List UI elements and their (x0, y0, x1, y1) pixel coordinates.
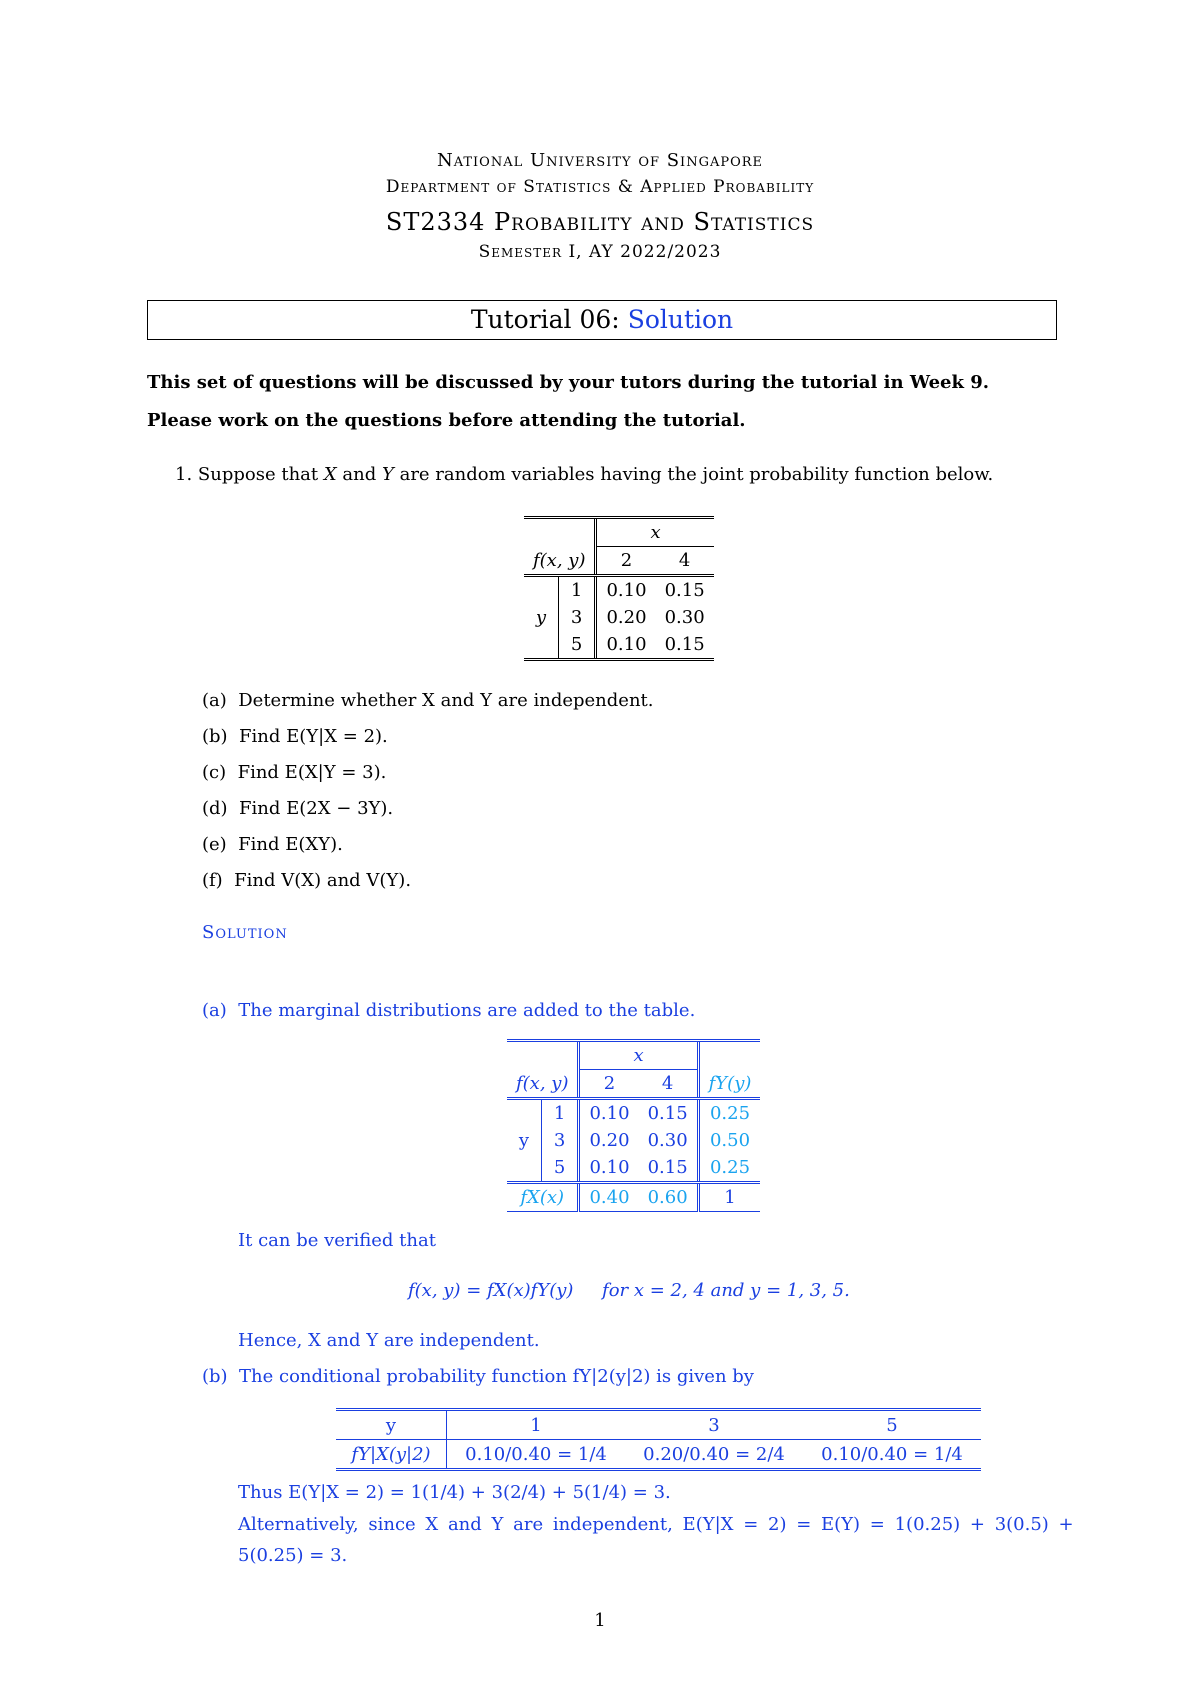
thus-text: Thus E(Y|X = 2) = 1(1/4) + 3(2/4) + 5(1/4) = 3. (238, 1482, 671, 1503)
intro-line-2: Please work on the questions before attending the tutorial. (147, 410, 746, 431)
solution-b: (b) The conditional probability function fY|2(y|2) is given by (202, 1366, 754, 1387)
marginal-y-cell: 0.25 (698, 1099, 760, 1128)
row-header: 3 (541, 1127, 579, 1154)
row-var-label: y (524, 576, 558, 660)
col-header: 2 (596, 547, 656, 576)
table-cell: 0.10/0.40 = 1/4 (803, 1440, 981, 1470)
part-e: (e) Find E(XY). (202, 834, 343, 855)
col-header: 3 (625, 1410, 803, 1440)
marginal-x-cell: 0.60 (639, 1183, 699, 1212)
table-cell: 0.10 (579, 1154, 639, 1183)
table-corner: f(x, y) (524, 547, 596, 576)
part-d: (d) Find E(2X − 3Y). (202, 798, 394, 819)
marginal-distribution-table (507, 1039, 760, 1212)
table-cell: 0.10 (596, 576, 656, 605)
question-text: Suppose that X and Y are random variables having the joint probability function below. (197, 464, 994, 485)
table-cell: 0.10 (579, 1099, 639, 1128)
part-f: (f) Find V(X) and V(Y). (202, 870, 412, 891)
course-title: ST2334 Probability and Statistics (385, 208, 815, 236)
table-cell: 0.15 (664, 580, 705, 601)
marginal-y-cell: 0.50 (698, 1127, 760, 1154)
verify-text: It can be verified that (238, 1230, 436, 1251)
col-header: 4 (639, 1070, 699, 1099)
row-var-label: y (507, 1099, 541, 1183)
department-name: Department of Statistics & Applied Probability (385, 177, 815, 197)
table-corner: f(x, y) (507, 1070, 579, 1099)
part-a: (a) Determine whether X and Y are independent. (202, 690, 654, 711)
table-cell: 0.10 (596, 631, 656, 660)
solution-heading: Solution (202, 922, 288, 943)
col-header: 4 (656, 547, 714, 576)
table-cell: 0.15 (656, 631, 714, 660)
table-cell: 0.30 (647, 1130, 688, 1151)
col-header: 5 (803, 1410, 981, 1440)
conditional-probability-table (336, 1408, 981, 1471)
part-c: (c) Find E(X|Y = 3). (202, 762, 387, 783)
row-header: fY|X(y|2) (336, 1440, 447, 1470)
table-cell: 0.20 (596, 604, 656, 631)
table-cell: 0.10/0.40 = 1/4 (447, 1440, 626, 1470)
question-1 (175, 464, 993, 485)
joint-probability-table (524, 516, 714, 661)
table-cell: 0.20/0.40 = 2/4 (625, 1440, 803, 1470)
marginal-y-header: fY(y) (698, 1070, 760, 1099)
row-header: 3 (558, 604, 596, 631)
university-name: National University of Singapore (436, 150, 764, 171)
intro-line-1: This set of questions will be discussed by your tutors during the tutorial in Week 9. (147, 372, 990, 393)
col-header: 2 (579, 1070, 639, 1099)
part-b: (b) Find E(Y|X = 2). (202, 726, 388, 747)
marginal-x-header: fX(x) (507, 1183, 579, 1212)
solution-a: (a) The marginal distributions are added to the table. (202, 1000, 696, 1021)
marginal-total: 1 (698, 1183, 760, 1212)
row-header: 1 (558, 576, 596, 605)
col-header: y (336, 1410, 447, 1440)
independence-equation: f(x, y) = fX(x)fY(y) for x = 2, 4 and y = 1, 3, 5. (408, 1280, 850, 1301)
col-var-label: x (579, 1041, 698, 1070)
table-cell: 0.15 (639, 1154, 699, 1183)
table-cell: 0.30 (664, 607, 705, 628)
row-header: 5 (558, 631, 596, 660)
table-cell: 0.20 (579, 1127, 639, 1154)
table-cell: 0.15 (647, 1103, 688, 1124)
alternative-line-2: 5(0.25) = 3. (238, 1545, 348, 1566)
tutorial-subtitle: Solution (627, 305, 734, 334)
alternative-line-1: Alternatively, since X and Y are independent, E(Y|X = 2) = E(Y) = 1(0.25) + 3(0.5) + (238, 1514, 1074, 1535)
row-header: 1 (541, 1099, 579, 1128)
tutorial-title: Tutorial 06: (470, 305, 620, 334)
question-number: 1. (175, 464, 193, 485)
semester-line: Semester I, AY 2022/2023 (478, 242, 722, 262)
tutorial-title-box (147, 300, 1057, 340)
marginal-y-cell: 0.25 (698, 1154, 760, 1183)
marginal-x-cell: 0.40 (579, 1183, 639, 1212)
col-header: 1 (447, 1410, 626, 1440)
col-var-label: x (596, 518, 714, 547)
page-number: 1 (594, 1610, 606, 1631)
row-header: 5 (541, 1154, 579, 1183)
hence-text: Hence, X and Y are independent. (238, 1330, 540, 1351)
